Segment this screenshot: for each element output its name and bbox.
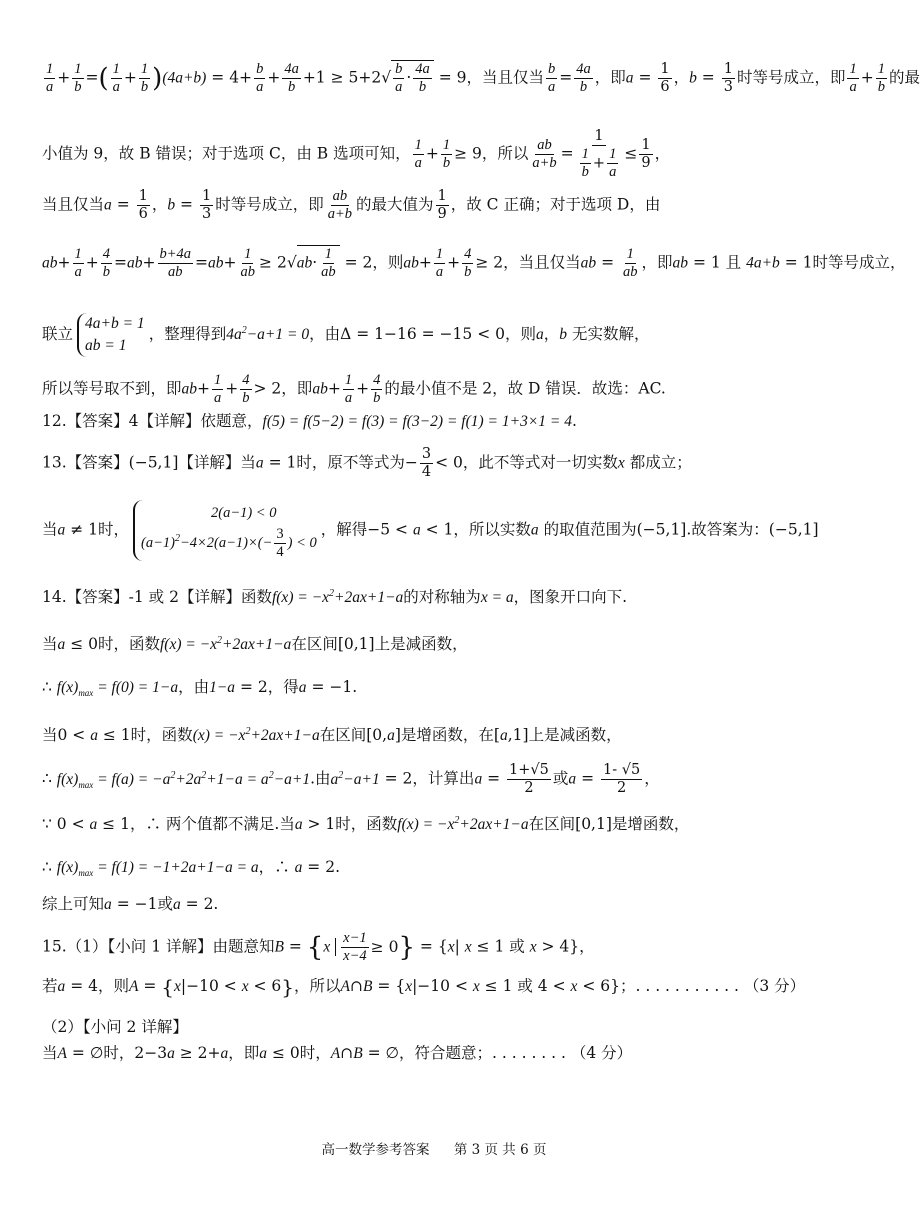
solution-line: ∴ $f(x)_{max} = f(a) = -a^2+2a^2+1-a = a^2-a+1$.由$a^2-a+1 = 2$，计算出a = $\frac{1+√5}{2}$ 或a = $\frac{1- √5}{2}$ ， bbox=[42, 762, 660, 796]
solution-line: 小值为 9，故 B 错误；对于选项 C，由 B 选项可知， $\frac{1}{a}$ + $\frac{1}{b}$ ≥ 9，所以 $\frac{ab}{a+b}$ = 1 $\frac{1}{b}$ + $\frac{1}{a}$ ≤ $\frac{1}{9}$ ， bbox=[42, 128, 671, 180]
answer-15: 15.（1）【小问 1 详解】由题意知B = {x $\frac{x-1}{x-4}$ ≥ 0} = {x| x ≤ 1 或 x > 4}， bbox=[42, 930, 595, 964]
footer-title: 高一数学参考答案 bbox=[321, 1142, 430, 1158]
solution-line: 联立 4a+b = 1 ab = 1 ，整理得到$4a^2-a+1 = 0$，由Δ = 1−16 = −15 < 0，则a，b 无实数解， bbox=[42, 313, 832, 357]
solution-line: 所以等号取不到，即ab+ $\frac{1}{a}$ + $\frac{4}{b}$ > 2，即ab+ $\frac{1}{a}$ + $\frac{4}{b}$ 的最小值不是 2，故 D 错误．故选：AC. bbox=[42, 372, 666, 406]
solution-line: 当A = ∅时，2−3a ≥ 2+a，即a ≤ 0时，A∩B = ∅，符合题意；. . . . . . . . （4 分） bbox=[42, 1044, 633, 1062]
solution-line: 若a = 4，则A = {x|−10 < x < 6}，所以A∩B = {x|−10 < x ≤ 1 或 4 < x < 6}；. . . . . . . . . . . （3 分） bbox=[42, 975, 806, 999]
answer-13: 13.【答案】(−5,1]【详解】当a = 1时，原不等式为− $\frac{3}{4}$ < 0，此不等式对一切实数x 都成立； bbox=[42, 446, 692, 480]
page-footer bbox=[0, 1138, 868, 1158]
solution-line: ∵ 0 < a ≤ 1，∴ 两个值都不满足.当a > 1时，函数$f(x) = -x^2+2ax+1-a$在区间[0,1]是增函数， bbox=[42, 815, 690, 834]
solution-line: ∴ $f(x)_{max} = f(0) = 1-a$，由1−a = 2，得a = −1. bbox=[42, 678, 358, 699]
footer-page-number: 第 3 页 共 6 页 bbox=[453, 1142, 547, 1158]
solution-line: 综上可知a = −1或a = 2. bbox=[42, 895, 219, 913]
solution-line: （2）【小问 2 详解】 bbox=[42, 1018, 188, 1036]
solution-line: $\frac{1}{a}$ + $\frac{1}{b}$ =( $\frac{1}{a}$ + $\frac{1}{b}$ )(4a+b) = 4+ $\frac{b}{a}$ + $\frac{4a}{b}$ +1 ≥ 5+2√ $\frac{b}{a}$ · $\frac{4a}{b}$ = 9，当且仅当 $\frac{b}{a}$ = $\frac{4a}{b}$ ，即a = $\frac{1}{6}$ ，b = $\frac{1}{3}$ 时等号成立，即 $\frac{1}{a}$ + $\frac{1}{b}$ 的最 bbox=[46, 61, 920, 95]
answer-12: 12.【答案】4【详解】依题意，f(5) = f(5−2) = f(3) = f(3−2) = f(1) = 1+3×1 = 4. bbox=[42, 412, 577, 430]
solution-line: 当a ≤ 0时，函数$f(x) = -x^2+2ax+1-a$在区间[0,1]上是减函数， bbox=[42, 635, 468, 654]
solution-line: ab+ $\frac{1}{a}$ + $\frac{4}{b}$ =ab+ $\frac{b+4a}{ab}$ =ab+ $\frac{1}{ab}$ ≥ 2√ab· $\frac{1}{ab}$ = 2，则ab+ $\frac{1}{a}$ + $\frac{4}{b}$ ≥ 2，当且仅当ab = $\frac{1}{ab}$ ，即ab = 1 且 4a+b = 1时等号成立， bbox=[42, 246, 906, 280]
solution-line: 当0 < a ≤ 1时，函数$(x) = -x^2+2ax+1-a$在区间[0,a]是增函数，在[a,1]上是减函数， bbox=[42, 726, 622, 745]
solution-line: ∴ $f(x)_{max} = f(1) = -1+2a+1-a = a$，∴ a = 2. bbox=[42, 858, 341, 879]
solution-line: 当a ≠ 1时， 2(a−1) < 0 $(a-1)^2-4\times 2(a-1)\times(-$ $\frac{3}{4}$ ) < 0 ，解得−5 < a < 1，所以实数a 的取值范围为(−5,1].故答案为：(−5,1] bbox=[42, 500, 832, 561]
answer-14: 14.【答案】-1 或 2【详解】函数$f(x) = -x^2+2ax+1-a$的对称轴为x = a，图象开口向下. bbox=[42, 588, 628, 607]
solution-line: 当且仅当a = $\frac{1}{6}$ ，b = $\frac{1}{3}$ 时等号成立，即 $\frac{ab}{a+b}$ 的最大值为 $\frac{1}{9}$ ，故 C 正确；对于选项 D，由 bbox=[42, 188, 661, 222]
